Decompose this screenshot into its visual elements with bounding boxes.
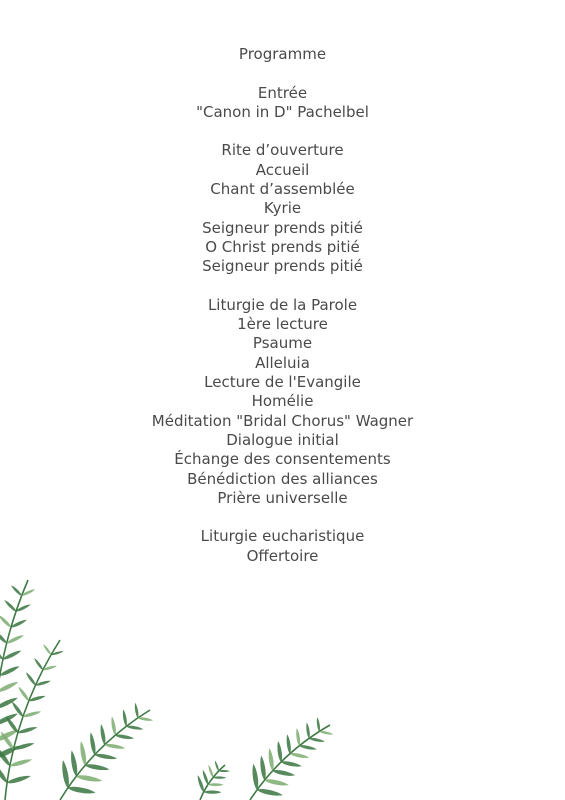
palm-leaflet xyxy=(0,680,19,694)
palm-leaflet xyxy=(290,752,310,759)
program-line: Liturgie eucharistique xyxy=(200,527,365,546)
program-line: 1ère lecture xyxy=(237,315,328,334)
palm-leaflet xyxy=(272,769,295,778)
palm-leaflet xyxy=(0,614,12,629)
palm-leaflet xyxy=(316,717,321,732)
palm-leaflet xyxy=(0,664,20,677)
palm-leaflet xyxy=(251,763,260,790)
program-line: Échange des consentements xyxy=(174,450,391,469)
program-line: Seigneur prends pitié xyxy=(202,257,363,276)
palm-leaflet xyxy=(89,732,97,755)
palm-leaflet xyxy=(257,787,284,797)
palm-leaflet xyxy=(208,783,224,786)
palm-leaflet xyxy=(104,743,125,750)
palm-leaflet xyxy=(115,733,134,740)
palm-leaflet xyxy=(13,741,35,751)
palm-leaves-illustration xyxy=(0,560,565,800)
palm-leaflet xyxy=(196,775,205,793)
program-line: Lecture de l'Evangile xyxy=(204,373,361,392)
palm-leaflet xyxy=(9,757,32,767)
palm-leaflet xyxy=(94,753,117,761)
palm-leaflet xyxy=(285,734,291,754)
palm-leaflet xyxy=(122,709,128,726)
palm-leaflet xyxy=(204,790,222,793)
palm-leaflet xyxy=(10,584,23,596)
palm-leaflet xyxy=(305,722,310,738)
program-line: Prière universelle xyxy=(217,488,348,507)
palm-frond-left-lower xyxy=(0,640,64,800)
palm-leaflet xyxy=(267,748,274,771)
program-line: Rite d’ouverture xyxy=(221,141,344,160)
palm-leaflet xyxy=(3,599,17,613)
palm-leaflet xyxy=(281,760,303,768)
section-liturgie-parole xyxy=(0,296,565,508)
palm-frond-small xyxy=(196,760,230,800)
program-line: Entrée xyxy=(257,83,308,102)
program-line: Seigneur prends pitié xyxy=(202,218,363,237)
palm-leaflet xyxy=(295,728,301,746)
palm-leaflet xyxy=(299,744,317,751)
palm-leaflet xyxy=(126,725,143,731)
palm-leaflet xyxy=(60,760,70,789)
palm-leaflet xyxy=(99,724,106,745)
palm-leaflet xyxy=(76,774,103,783)
program-line: Alleluia xyxy=(255,353,310,372)
palm-leaflet xyxy=(25,671,37,686)
program-line: Chant d’assemblée xyxy=(210,180,355,199)
program-line: Accueil xyxy=(255,160,310,179)
palm-leaflet xyxy=(42,643,52,655)
program-line: Kyrie xyxy=(263,199,302,218)
palm-leaflet xyxy=(213,776,226,779)
program-text xyxy=(0,45,565,566)
palm-leaflet xyxy=(309,737,325,743)
palm-frond-right xyxy=(250,717,334,800)
program-title: Programme xyxy=(238,45,327,63)
program-line: Offertoire xyxy=(246,546,319,565)
palm-leaflet xyxy=(214,760,220,771)
palm-leaflet xyxy=(264,778,289,787)
program-line: "Canon in D" Pachelbel xyxy=(196,102,369,121)
program-line: Liturgie de la Parole xyxy=(207,295,358,314)
palm-leaflet xyxy=(259,755,267,780)
palm-leaflet xyxy=(85,763,110,772)
program-title-section xyxy=(0,45,565,64)
program-line: Bénédiction des alliances xyxy=(187,469,378,488)
program-line: O Christ prends pitié xyxy=(205,237,360,256)
section-rite-ouverture xyxy=(0,141,565,276)
program-line: Méditation "Bridal Chorus" Wagner xyxy=(151,411,414,430)
program-line: Psaume xyxy=(252,334,313,353)
palm-leaflet xyxy=(79,741,88,766)
palm-leaflet xyxy=(134,703,139,719)
program-line: Dialogue initial xyxy=(226,430,339,449)
palm-leaflet xyxy=(207,765,214,778)
palm-leaflet xyxy=(67,785,96,795)
palm-leaflet xyxy=(69,750,78,777)
palm-leaflet xyxy=(110,716,117,735)
palm-leaflet xyxy=(201,769,209,785)
palm-leaflet xyxy=(33,657,44,670)
palm-leaflet xyxy=(276,741,283,762)
palm-frond-center xyxy=(60,703,153,800)
palm-leaflet xyxy=(17,686,30,702)
palm-leaflet xyxy=(6,774,31,785)
program-line: Homélie xyxy=(251,392,314,411)
section-entree xyxy=(0,84,565,123)
